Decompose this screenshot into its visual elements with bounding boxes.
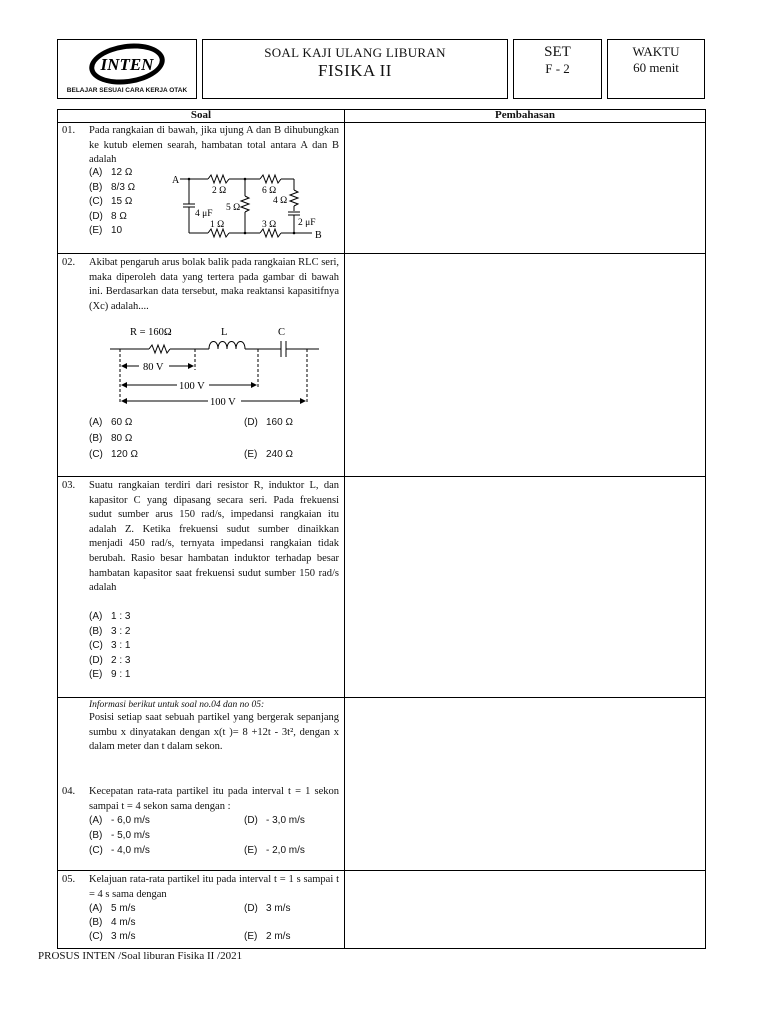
q4-options xyxy=(89,815,329,863)
q5-options xyxy=(89,903,329,947)
option-label: (E) xyxy=(244,931,258,942)
set-label: SET xyxy=(544,44,571,60)
question-number: 04. xyxy=(62,786,76,797)
set-value: F - 2 xyxy=(545,61,570,76)
l-label: L xyxy=(221,327,228,338)
option-value: 5 m/s xyxy=(111,903,136,914)
col-pembahasan-header: Pembahasan xyxy=(495,109,555,121)
option-label: (D) xyxy=(244,417,258,428)
voltage-rl: 100 V xyxy=(179,381,205,392)
r1-label: 2 Ω xyxy=(212,186,227,196)
node-b-label: B xyxy=(315,230,322,241)
option-value: 60 Ω xyxy=(111,417,133,428)
option-value: 240 Ω xyxy=(266,449,293,460)
c-label: C xyxy=(278,327,286,338)
option-label: (D) xyxy=(244,815,258,826)
option-label: (D) xyxy=(89,654,103,666)
info-note: Informasi berikut untuk soal no.04 dan no 05: xyxy=(89,700,265,710)
option-label: (C) xyxy=(89,640,103,651)
question-text: Kelajuan rata-rata partikel itu pada interval t = 1 s sampai t = 4 s sama dengan xyxy=(89,874,339,900)
option-label: (B) xyxy=(89,625,103,637)
info-text: Posisi setiap saat sebuah partikel yang bergerak sepanjang sumbu x dinyatakan dengan x(t )= 8 +12t - 3t², dengan x dalam meter dan t dalam sekon. xyxy=(89,712,339,753)
option-label: (A) xyxy=(89,611,103,622)
c1-label: 4 μF xyxy=(195,209,213,219)
option-label: (A) xyxy=(89,903,103,914)
option-value: 12 Ω xyxy=(111,167,133,178)
option-label: (C) xyxy=(89,449,103,460)
question-05 xyxy=(62,873,339,903)
r6-label: 3 Ω xyxy=(262,220,277,230)
option-label: (B) xyxy=(89,433,103,444)
option-label: (C) xyxy=(89,196,103,207)
q1-circuit-diagram xyxy=(172,168,332,248)
option-label: (E) xyxy=(244,845,258,856)
option-value: - 4,0 m/s xyxy=(111,845,150,856)
voltage-r: 80 V xyxy=(143,362,164,373)
option-label: (A) xyxy=(89,815,103,826)
question-04 xyxy=(62,785,339,817)
option-label: (E) xyxy=(89,669,103,680)
question-number: 01. xyxy=(62,125,76,136)
page-footer: PROSUS INTEN /Soal liburan Fisika II /2021 xyxy=(38,950,243,962)
q3-options xyxy=(89,611,169,686)
option-value: 8/3 Ω xyxy=(111,181,136,193)
option-value: - 6,0 m/s xyxy=(111,815,150,826)
question-number: 05. xyxy=(62,874,76,885)
option-value: 3 : 1 xyxy=(111,640,131,651)
option-value: 1 : 3 xyxy=(111,611,131,622)
r4-label: 5 Ω xyxy=(226,203,241,213)
question-text: Pada rangkaian di bawah, jika ujung A dan B dihubungkan ke kutub elemen searah, hambatan total antara A dan B adalah xyxy=(89,125,339,166)
r2-label: 6 Ω xyxy=(262,186,277,196)
page-title: FISIKA II xyxy=(318,61,392,80)
option-value: 3 m/s xyxy=(266,903,291,914)
q2-options xyxy=(89,417,329,467)
option-value: 8 Ω xyxy=(111,210,127,222)
question-number: 02. xyxy=(62,257,76,268)
option-label: (C) xyxy=(89,845,103,856)
option-label: (A) xyxy=(89,167,103,178)
option-value: 80 Ω xyxy=(111,433,133,444)
question-text: Akibat pengaruh arus bolak balik pada rangkaian RLC seri, maka diperoleh data yang tertera pada gambar di bawah ini. Berdasarkan data tersebut, maka reaktansi kapasitifnya (Xc) adalah.... xyxy=(89,257,339,312)
c2-label: 2 μF xyxy=(298,218,316,228)
option-value: 9 : 1 xyxy=(111,669,131,680)
question-02 xyxy=(62,256,339,316)
option-value: - 5,0 m/s xyxy=(111,830,150,841)
question-number: 03. xyxy=(62,480,76,491)
time-label: WAKTU xyxy=(632,44,680,59)
option-label: (B) xyxy=(89,830,103,841)
option-label: (B) xyxy=(89,181,103,193)
option-value: 4 m/s xyxy=(111,917,136,928)
option-value: 10 xyxy=(111,225,123,236)
time-value: 60 menit xyxy=(633,60,679,75)
option-value: 160 Ω xyxy=(266,417,293,428)
option-label: (C) xyxy=(89,931,103,942)
question-text: Kecepatan rata-rata partikel itu pada interval t = 1 sekon sampai t = 4 sekon sama dengan : xyxy=(89,786,339,812)
title-top: SOAL KAJI ULANG LIBURAN xyxy=(264,45,446,60)
q2-rlc-diagram xyxy=(105,322,335,412)
q1-options xyxy=(89,167,169,242)
option-value: 15 Ω xyxy=(111,196,133,207)
question-text: Suatu rangkaian terdiri dari resistor R, induktor L, dan kapasitor C yang dipasang secara seri. Pada frekuensi sudut sumber arus 150 rad/s, impedansi rangkaian itu adalah Z. Ketika frekuensi sudut sumber dinaikkan menjadi 450 rad/s, ternyata impedansi rangkaian tidak berubah. Rasio besar hambatan induktor terhadap besar hambatan kapasitor saat frekuensi sudut sumber 150 rad/s adalah xyxy=(89,480,339,594)
option-label: (D) xyxy=(244,903,258,914)
option-label: (E) xyxy=(244,449,258,460)
option-value: 2 m/s xyxy=(266,931,291,942)
r3-label: 4 Ω xyxy=(273,196,288,206)
option-value: - 2,0 m/s xyxy=(266,845,305,856)
option-label: (A) xyxy=(89,417,103,428)
r-label: R = 160Ω xyxy=(130,327,172,338)
logo-text: INTEN xyxy=(100,55,154,74)
option-label: (B) xyxy=(89,917,103,928)
option-label: (E) xyxy=(89,225,103,236)
node-a-label: A xyxy=(172,175,180,186)
info-block xyxy=(62,699,339,774)
option-value: 3 : 2 xyxy=(111,625,131,637)
option-value: - 3,0 m/s xyxy=(266,815,305,826)
option-value: 2 : 3 xyxy=(111,654,131,666)
question-03 xyxy=(62,479,339,614)
col-soal-header: Soal xyxy=(190,109,212,121)
option-label: (D) xyxy=(89,210,103,222)
option-value: 120 Ω xyxy=(111,449,138,460)
option-value: 3 m/s xyxy=(111,931,136,942)
voltage-total: 100 V xyxy=(210,397,236,408)
logo-tagline: BELAJAR SESUAI CARA KERJA OTAK xyxy=(66,87,188,94)
r5-label: 1 Ω xyxy=(210,220,225,230)
